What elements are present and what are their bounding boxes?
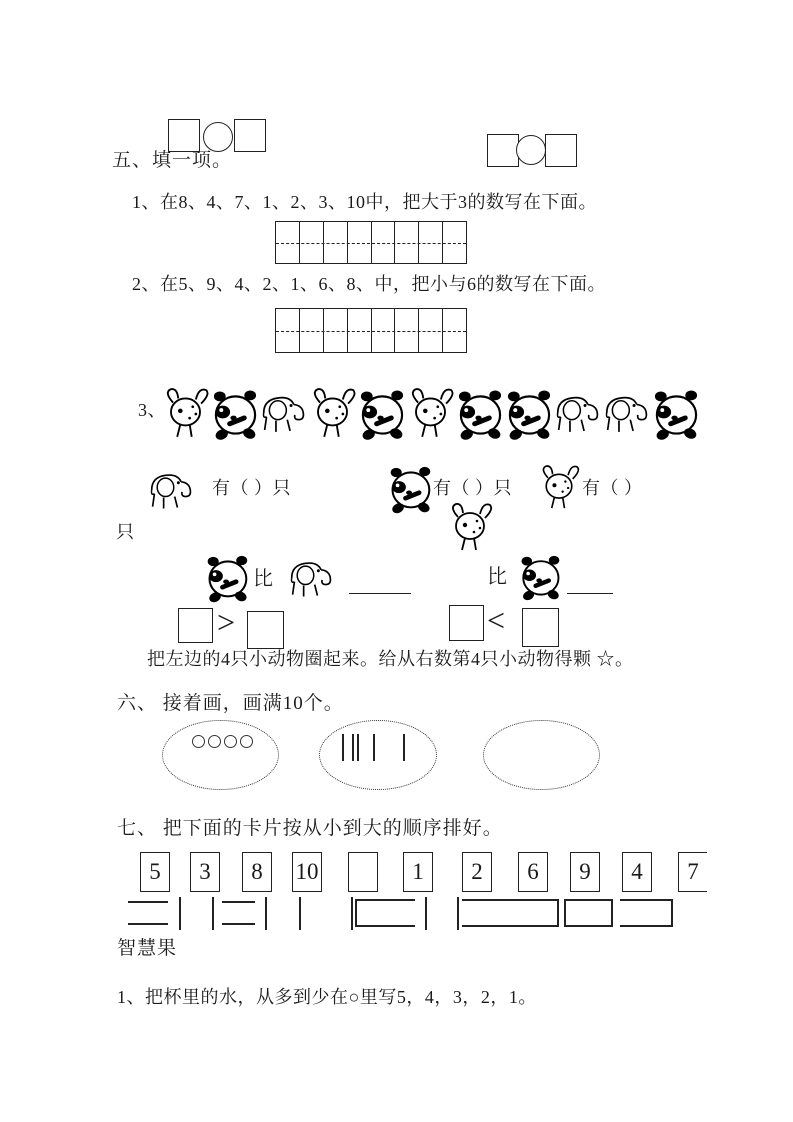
number-card-10: 10: [292, 852, 322, 892]
count-elephant-text: 有（ ）只: [212, 478, 291, 498]
panda-icon: [518, 553, 562, 601]
animal-sequence-row: [161, 386, 700, 442]
wisdom-q1: 1、把杯里的水，从多到少在○里写5，4，3，2，1。: [117, 987, 537, 1007]
section5-q3-label: 3、: [138, 400, 166, 420]
panda-icon: [357, 386, 406, 442]
draw-oval-1: [162, 720, 279, 790]
panda-icon: [210, 386, 259, 442]
square-shape: [545, 134, 577, 167]
greater-than-sign: >: [217, 604, 236, 640]
number-card-6: 6: [518, 852, 548, 892]
deer-icon: [406, 386, 455, 442]
elephant-icon: [277, 556, 345, 602]
compare-left-blank: [349, 575, 411, 594]
number-card-4: 4: [622, 852, 652, 892]
section5-q1: 1、在8、4、7、1、2、3、10中，把大于3的数写在下面。: [132, 192, 597, 212]
writing-grid-2: [275, 308, 467, 353]
tally-stroke: [342, 734, 344, 761]
deer-icon: [308, 386, 357, 442]
panda-icon: [387, 464, 433, 514]
section5-instruction: 把左边的4只小动物圈起来。给从右数第4只小动物得颗 ☆。: [147, 649, 634, 669]
deer-icon: [444, 501, 496, 555]
draw-oval-2: [319, 720, 437, 790]
elephant-icon: [259, 386, 308, 442]
compare-left-bi: 比: [253, 568, 273, 590]
number-card-9: 9: [570, 852, 600, 892]
wisdom-title: 智慧果: [117, 938, 178, 959]
answer-boxes-row: [112, 893, 732, 935]
number-card-2: 2: [462, 852, 492, 892]
circle-shape: [516, 135, 546, 165]
compare-box: [449, 605, 484, 641]
elephant-icon: [138, 468, 204, 514]
tally-stroke: [357, 734, 359, 761]
number-card-5: 5: [140, 852, 170, 892]
number-card-7: 7: [678, 852, 707, 892]
number-card-8: 8: [242, 852, 272, 892]
tally-stroke: [352, 734, 354, 761]
drawn-circle: [224, 735, 237, 748]
drawn-circle: [192, 735, 205, 748]
less-than-sign: <: [487, 602, 506, 638]
count-deer-text: 有（ ）: [582, 478, 643, 498]
tally-stroke: [403, 734, 405, 761]
count-wrap-text: 只: [116, 522, 135, 542]
compare-right-bi: 比: [487, 566, 507, 588]
panda-icon: [651, 386, 700, 442]
drawn-circle: [208, 735, 221, 748]
draw-oval-3: [483, 720, 600, 790]
section7-title: 七、 把下面的卡片按从小到大的顺序排好。: [117, 818, 503, 839]
deer-icon: [161, 386, 210, 442]
panda-icon: [455, 386, 504, 442]
number-card-3: 3: [190, 852, 220, 892]
deer-icon: [538, 463, 580, 513]
section5-q2: 2、在5、9、4、2、1、6、8、中，把小与6的数写在下面。: [132, 274, 606, 294]
count-panda-text: 有（ ）只: [433, 478, 512, 498]
panda-icon: [504, 386, 553, 442]
panda-icon: [204, 553, 250, 603]
compare-box: [522, 608, 559, 647]
compare-box: [247, 611, 284, 649]
elephant-icon: [553, 386, 602, 442]
number-card-1: 1: [403, 852, 433, 892]
section6-title: 六、 接着画，画满10个。: [117, 693, 344, 714]
drawn-circle: [240, 735, 253, 748]
square-shape: [234, 119, 266, 152]
compare-right-blank: [567, 575, 613, 594]
elephant-icon: [602, 386, 651, 442]
tally-stroke: [373, 734, 375, 761]
compare-box: [178, 608, 213, 643]
section5-title: 五、填一项。: [112, 150, 233, 171]
writing-grid-1: [275, 221, 467, 264]
square-shape: [487, 134, 519, 167]
blank-card: [348, 852, 378, 892]
